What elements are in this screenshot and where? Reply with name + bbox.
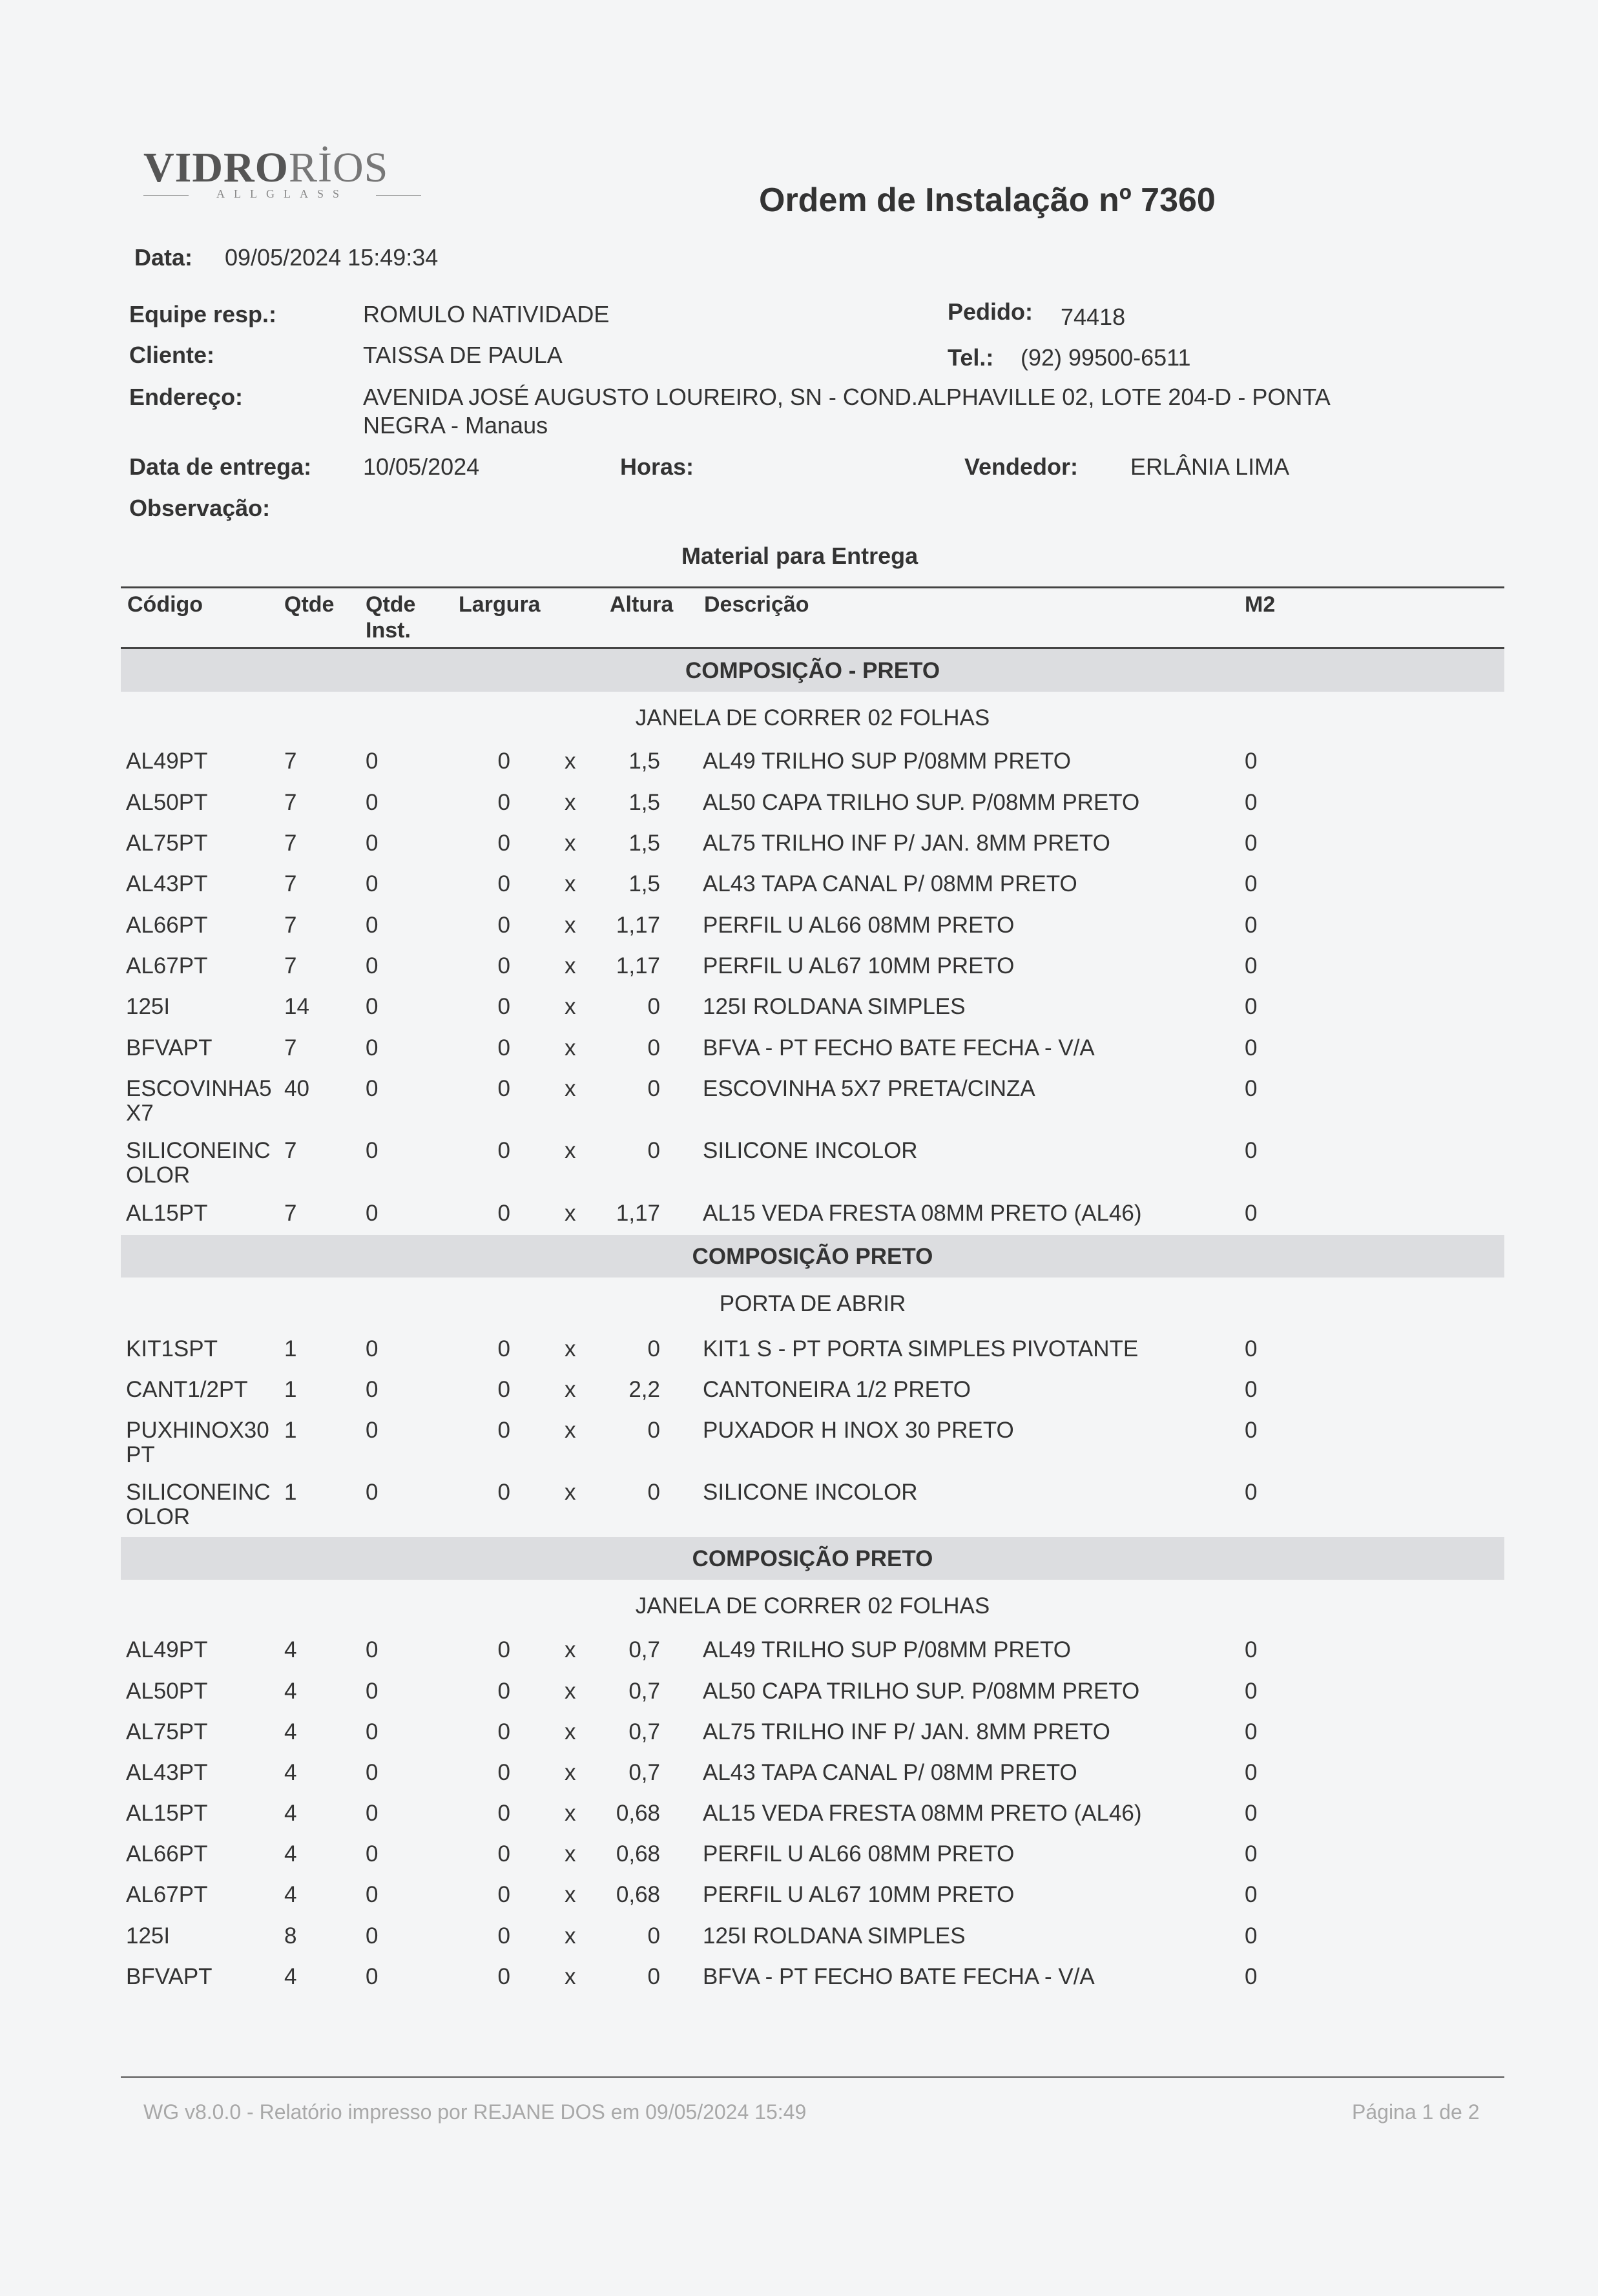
cell-m2: 0 <box>1245 1138 1258 1163</box>
section-title: COMPOSIÇÃO PRETO <box>692 1546 933 1571</box>
cell-height: 0,68 <box>616 1841 660 1867</box>
cell-qty: 1 <box>284 1377 297 1402</box>
cell-description: PERFIL U AL67 10MM PRETO <box>703 953 1015 978</box>
cell-width: 0 <box>497 831 510 856</box>
cell-times: x <box>565 1964 576 1989</box>
cell-width: 0 <box>497 1418 510 1443</box>
hours-label: Horas: <box>620 453 694 480</box>
cell-height: 0 <box>647 1418 660 1443</box>
cell-qty: 4 <box>284 1801 297 1826</box>
cell-code <box>126 1480 281 1529</box>
cell-qty: 7 <box>284 953 297 978</box>
cell-qty-inst: 0 <box>366 749 379 774</box>
cell-qty-inst: 0 <box>366 1801 379 1826</box>
cell-height: 1,17 <box>616 953 660 978</box>
cell-times: x <box>565 1035 576 1060</box>
cell-m2: 0 <box>1245 1377 1258 1402</box>
cell-code-line: ESCOVINHA5 <box>126 1076 272 1101</box>
cell-qty-inst: 0 <box>366 913 379 938</box>
logo-tagline: ALLGLASS <box>143 187 421 201</box>
address-line-2: NEGRA - Manaus <box>363 412 548 439</box>
footer-rule <box>121 2076 1504 2078</box>
cell-height: 0,7 <box>628 1760 660 1785</box>
cell-qty-inst: 0 <box>366 1035 379 1060</box>
cell-times: x <box>565 749 576 774</box>
cell-qty-inst: 0 <box>366 1841 379 1867</box>
cell-times: x <box>565 1201 576 1226</box>
col-header-width: Largura <box>459 592 541 617</box>
cell-m2: 0 <box>1245 790 1258 815</box>
cell-description: AL15 VEDA FRESTA 08MM PRETO (AL46) <box>703 1201 1142 1226</box>
col-header-qty-inst-line1: Qtde <box>366 592 416 617</box>
date-value: 09/05/2024 15:49:34 <box>225 244 439 271</box>
cell-qty: 40 <box>284 1076 309 1101</box>
cell-width: 0 <box>497 1679 510 1704</box>
cell-description: AL49 TRILHO SUP P/08MM PRETO <box>703 1637 1071 1662</box>
cell-times: x <box>565 790 576 815</box>
cell-times: x <box>565 1841 576 1867</box>
cell-qty-inst: 0 <box>366 1418 379 1443</box>
cell-qty: 7 <box>284 913 297 938</box>
cell-width: 0 <box>497 994 510 1019</box>
cell-description: AL50 CAPA TRILHO SUP. P/08MM PRETO <box>703 790 1140 815</box>
phone-label: Tel.: <box>948 344 994 371</box>
table-caption: Material para Entrega <box>681 543 918 569</box>
cell-times: x <box>565 831 576 856</box>
cell-qty-inst: 0 <box>366 1336 379 1361</box>
cell-description: PERFIL U AL66 08MM PRETO <box>703 1841 1015 1867</box>
cell-qty-inst: 0 <box>366 1923 379 1949</box>
cell-code-line: 125I <box>126 1923 171 1949</box>
cell-code <box>126 1201 281 1226</box>
cell-description: AL75 TRILHO INF P/ JAN. 8MM PRETO <box>703 831 1110 856</box>
cell-qty-inst: 0 <box>366 1480 379 1505</box>
col-header-description: Descrição <box>704 592 809 617</box>
cell-times: x <box>565 1719 576 1744</box>
document-title: Ordem de Instalação nº 7360 <box>759 181 1216 219</box>
cell-height: 0 <box>647 994 660 1019</box>
cell-code-line: OLOR <box>126 1163 191 1188</box>
cell-times: x <box>565 1679 576 1704</box>
cell-code-line: AL66PT <box>126 1841 208 1867</box>
cell-height: 1,17 <box>616 913 660 938</box>
cell-width: 0 <box>497 913 510 938</box>
cell-code <box>126 1418 281 1467</box>
cell-qty-inst: 0 <box>366 1760 379 1785</box>
cell-m2: 0 <box>1245 1801 1258 1826</box>
team-value: ROMULO NATIVIDADE <box>363 301 610 327</box>
cell-description: KIT1 S - PT PORTA SIMPLES PIVOTANTE <box>703 1336 1139 1361</box>
cell-width: 0 <box>497 1882 510 1907</box>
cell-m2: 0 <box>1245 1923 1258 1949</box>
cell-width: 0 <box>497 1377 510 1402</box>
cell-code <box>126 791 281 815</box>
cell-code <box>126 1924 281 1949</box>
cell-qty: 7 <box>284 790 297 815</box>
cell-m2: 0 <box>1245 749 1258 774</box>
cell-m2: 0 <box>1245 913 1258 938</box>
cell-width: 0 <box>497 1637 510 1662</box>
cell-description: BFVA - PT FECHO BATE FECHA - V/A <box>703 1035 1095 1060</box>
cell-description: CANTONEIRA 1/2 PRETO <box>703 1377 971 1402</box>
cell-description: SILICONE INCOLOR <box>703 1138 918 1163</box>
cell-code-line: AL49PT <box>126 749 208 774</box>
cell-code <box>126 995 281 1019</box>
cell-height: 0 <box>647 1964 660 1989</box>
cell-description: AL43 TAPA CANAL P/ 08MM PRETO <box>703 871 1077 896</box>
cell-width: 0 <box>497 953 510 978</box>
order-label: Pedido: <box>948 298 1033 325</box>
cell-description: PERFIL U AL66 08MM PRETO <box>703 913 1015 938</box>
cell-m2: 0 <box>1245 953 1258 978</box>
cell-qty: 14 <box>284 994 309 1019</box>
cell-width: 0 <box>497 1076 510 1101</box>
cell-times: x <box>565 1418 576 1443</box>
cell-code <box>126 1378 281 1402</box>
cell-width: 0 <box>497 1760 510 1785</box>
cell-times: x <box>565 1377 576 1402</box>
cell-code-line: PUXHINOX30 <box>126 1418 269 1443</box>
cell-height: 1,5 <box>628 790 660 815</box>
cell-description: ESCOVINHA 5X7 PRETA/CINZA <box>703 1076 1035 1101</box>
cell-code-line: 125I <box>126 994 171 1019</box>
cell-code-line: AL75PT <box>126 1719 208 1744</box>
cell-description: AL50 CAPA TRILHO SUP. P/08MM PRETO <box>703 1679 1140 1704</box>
cell-m2: 0 <box>1245 1035 1258 1060</box>
cell-qty: 7 <box>284 1201 297 1226</box>
table-top-rule <box>121 586 1504 588</box>
col-header-m2: M2 <box>1245 592 1276 617</box>
cell-code <box>126 1801 281 1826</box>
logo-bold-text: VIDRO <box>143 144 289 191</box>
section-subtitle: PORTA DE ABRIR <box>719 1291 906 1316</box>
cell-qty-inst: 0 <box>366 871 379 896</box>
cell-m2: 0 <box>1245 1841 1258 1867</box>
footer-page-number: Página 1 de 2 <box>1352 2100 1480 2124</box>
cell-qty: 4 <box>284 1841 297 1867</box>
col-header-code: Código <box>127 592 203 617</box>
cell-code <box>126 1679 281 1704</box>
logo-light-text: RİOS <box>289 144 389 191</box>
cell-times: x <box>565 1336 576 1361</box>
cell-times: x <box>565 953 576 978</box>
cell-height: 0,7 <box>628 1719 660 1744</box>
address-line-1: AVENIDA JOSÉ AUGUSTO LOUREIRO, SN - COND.ALPHAVILLE 02, LOTE 204-D - PONTA <box>363 384 1331 410</box>
observation-label: Observação: <box>129 495 271 521</box>
cell-code <box>126 1337 281 1361</box>
cell-m2: 0 <box>1245 1964 1258 1989</box>
cell-description: AL75 TRILHO INF P/ JAN. 8MM PRETO <box>703 1719 1110 1744</box>
col-header-height: Altura <box>610 592 674 617</box>
cell-code-line: AL67PT <box>126 1882 208 1907</box>
section-subtitle: JANELA DE CORRER 02 FOLHAS <box>635 1593 990 1619</box>
cell-m2: 0 <box>1245 831 1258 856</box>
address-label: Endereço: <box>129 384 244 410</box>
cell-code-line: AL67PT <box>126 953 208 978</box>
cell-width: 0 <box>497 1035 510 1060</box>
cell-description: BFVA - PT FECHO BATE FECHA - V/A <box>703 1964 1095 1989</box>
cell-times: x <box>565 1480 576 1505</box>
cell-times: x <box>565 1801 576 1826</box>
cell-qty: 7 <box>284 1138 297 1163</box>
cell-height: 0 <box>647 1923 660 1949</box>
cell-height: 0,7 <box>628 1637 660 1662</box>
cell-m2: 0 <box>1245 1719 1258 1744</box>
cell-code-line: AL49PT <box>126 1637 208 1662</box>
cell-width: 0 <box>497 790 510 815</box>
cell-qty-inst: 0 <box>366 1201 379 1226</box>
cell-qty: 4 <box>284 1882 297 1907</box>
cell-qty-inst: 0 <box>366 994 379 1019</box>
cell-code <box>126 831 281 856</box>
cell-height: 0 <box>647 1138 660 1163</box>
cell-height: 0,7 <box>628 1679 660 1704</box>
cell-height: 0 <box>647 1480 660 1505</box>
cell-qty-inst: 0 <box>366 1719 379 1744</box>
cell-code <box>126 872 281 896</box>
cell-qty-inst: 0 <box>366 1964 379 1989</box>
cell-code-line: BFVAPT <box>126 1035 213 1060</box>
cell-qty: 4 <box>284 1637 297 1662</box>
cell-height: 0 <box>647 1336 660 1361</box>
cell-code-line: OLOR <box>126 1504 191 1529</box>
cell-width: 0 <box>497 749 510 774</box>
cell-qty-inst: 0 <box>366 831 379 856</box>
section-title: COMPOSIÇÃO PRETO <box>692 1244 933 1269</box>
cell-m2: 0 <box>1245 1637 1258 1662</box>
cell-width: 0 <box>497 1480 510 1505</box>
cell-code-line: BFVAPT <box>126 1964 213 1989</box>
team-label: Equipe resp.: <box>129 301 277 327</box>
cell-height: 0,68 <box>616 1882 660 1907</box>
cell-code-line: AL43PT <box>126 871 208 896</box>
cell-qty: 4 <box>284 1679 297 1704</box>
cell-code <box>126 913 281 938</box>
cell-m2: 0 <box>1245 871 1258 896</box>
cell-code-line: AL15PT <box>126 1201 208 1226</box>
cell-qty-inst: 0 <box>366 1637 379 1662</box>
cell-width: 0 <box>497 1336 510 1361</box>
cell-description: 125I ROLDANA SIMPLES <box>703 994 966 1019</box>
cell-qty: 4 <box>284 1760 297 1785</box>
delivery-date-label: Data de entrega: <box>129 453 312 480</box>
cell-description: AL15 VEDA FRESTA 08MM PRETO (AL46) <box>703 1801 1142 1826</box>
cell-description: AL49 TRILHO SUP P/08MM PRETO <box>703 749 1071 774</box>
col-header-qty-inst-line2: Inst. <box>366 618 411 643</box>
cell-height: 1,5 <box>628 831 660 856</box>
col-header-qty-inst <box>366 592 415 643</box>
cell-code <box>126 749 281 774</box>
cell-qty-inst: 0 <box>366 1882 379 1907</box>
cell-description: PERFIL U AL67 10MM PRETO <box>703 1882 1015 1907</box>
cell-qty: 1 <box>284 1418 297 1443</box>
cell-m2: 0 <box>1245 1418 1258 1443</box>
cell-code-line: CANT1/2PT <box>126 1377 248 1402</box>
cell-code-line: SILICONEINC <box>126 1480 271 1505</box>
cell-width: 0 <box>497 871 510 896</box>
cell-code-line: AL50PT <box>126 790 208 815</box>
cell-width: 0 <box>497 1138 510 1163</box>
cell-code <box>126 1638 281 1662</box>
cell-qty: 7 <box>284 1035 297 1060</box>
cell-description: SILICONE INCOLOR <box>703 1480 918 1505</box>
cell-times: x <box>565 1923 576 1949</box>
footer-print-info: WG v8.0.0 - Relatório impresso por REJANE DOS em 09/05/2024 15:49 <box>143 2100 807 2124</box>
col-header-qty: Qtde <box>284 592 335 617</box>
cell-code-line: PT <box>126 1442 155 1467</box>
cell-qty-inst: 0 <box>366 1377 379 1402</box>
cell-m2: 0 <box>1245 1076 1258 1101</box>
cell-code <box>126 1842 281 1867</box>
cell-code <box>126 1139 281 1188</box>
section-subtitle: JANELA DE CORRER 02 FOLHAS <box>635 705 990 730</box>
cell-width: 0 <box>497 1201 510 1226</box>
cell-times: x <box>565 1882 576 1907</box>
cell-code-line: SILICONEINC <box>126 1138 271 1163</box>
cell-height: 1,5 <box>628 749 660 774</box>
cell-qty: 1 <box>284 1480 297 1505</box>
cell-code <box>126 1077 281 1126</box>
cell-times: x <box>565 1760 576 1785</box>
cell-qty-inst: 0 <box>366 1138 379 1163</box>
cell-code-line: AL75PT <box>126 831 208 856</box>
cell-m2: 0 <box>1245 994 1258 1019</box>
cell-m2: 0 <box>1245 1201 1258 1226</box>
cell-height: 0 <box>647 1035 660 1060</box>
cell-description: 125I ROLDANA SIMPLES <box>703 1923 966 1949</box>
cell-qty: 4 <box>284 1719 297 1744</box>
cell-qty: 8 <box>284 1923 297 1949</box>
cell-times: x <box>565 871 576 896</box>
cell-width: 0 <box>497 1923 510 1949</box>
cell-code <box>126 1965 281 1989</box>
phone-value: (92) 99500-6511 <box>1021 344 1191 371</box>
cell-qty-inst: 0 <box>366 790 379 815</box>
cell-times: x <box>565 994 576 1019</box>
cell-code <box>126 954 281 978</box>
date-label: Data: <box>134 244 193 271</box>
cell-code <box>126 1036 281 1060</box>
cell-qty: 7 <box>284 831 297 856</box>
cell-times: x <box>565 1138 576 1163</box>
cell-code-line: X7 <box>126 1101 154 1126</box>
cell-code-line: AL15PT <box>126 1801 208 1826</box>
cell-height: 0,68 <box>616 1801 660 1826</box>
cell-times: x <box>565 913 576 938</box>
cell-code <box>126 1761 281 1785</box>
company-logo <box>143 143 388 192</box>
cell-width: 0 <box>497 1841 510 1867</box>
cell-width: 0 <box>497 1964 510 1989</box>
cell-times: x <box>565 1076 576 1101</box>
cell-code <box>126 1883 281 1907</box>
seller-value: ERLÂNIA LIMA <box>1130 453 1290 480</box>
cell-width: 0 <box>497 1719 510 1744</box>
cell-times: x <box>565 1637 576 1662</box>
cell-description: PUXADOR H INOX 30 PRETO <box>703 1418 1014 1443</box>
cell-m2: 0 <box>1245 1679 1258 1704</box>
cell-description: AL43 TAPA CANAL P/ 08MM PRETO <box>703 1760 1077 1785</box>
cell-m2: 0 <box>1245 1760 1258 1785</box>
cell-qty: 4 <box>284 1964 297 1989</box>
cell-code-line: AL50PT <box>126 1679 208 1704</box>
cell-code-line: AL43PT <box>126 1760 208 1785</box>
cell-qty: 7 <box>284 749 297 774</box>
section-title: COMPOSIÇÃO - PRETO <box>685 658 940 683</box>
cell-qty-inst: 0 <box>366 1679 379 1704</box>
cell-qty-inst: 0 <box>366 1076 379 1101</box>
cell-m2: 0 <box>1245 1480 1258 1505</box>
cell-height: 1,17 <box>616 1201 660 1226</box>
cell-height: 0 <box>647 1076 660 1101</box>
seller-label: Vendedor: <box>964 453 1079 480</box>
cell-m2: 0 <box>1245 1336 1258 1361</box>
cell-qty: 7 <box>284 871 297 896</box>
cell-code-line: AL66PT <box>126 913 208 938</box>
cell-qty: 1 <box>284 1336 297 1361</box>
cell-height: 1,5 <box>628 871 660 896</box>
cell-qty-inst: 0 <box>366 953 379 978</box>
cell-code-line: KIT1SPT <box>126 1336 218 1361</box>
delivery-date-value: 10/05/2024 <box>363 453 480 480</box>
cell-code <box>126 1720 281 1744</box>
cell-height: 2,2 <box>628 1377 660 1402</box>
client-label: Cliente: <box>129 342 215 368</box>
cell-width: 0 <box>497 1801 510 1826</box>
cell-m2: 0 <box>1245 1882 1258 1907</box>
client-value: TAISSA DE PAULA <box>363 342 563 368</box>
order-value: 74418 <box>1061 304 1126 330</box>
